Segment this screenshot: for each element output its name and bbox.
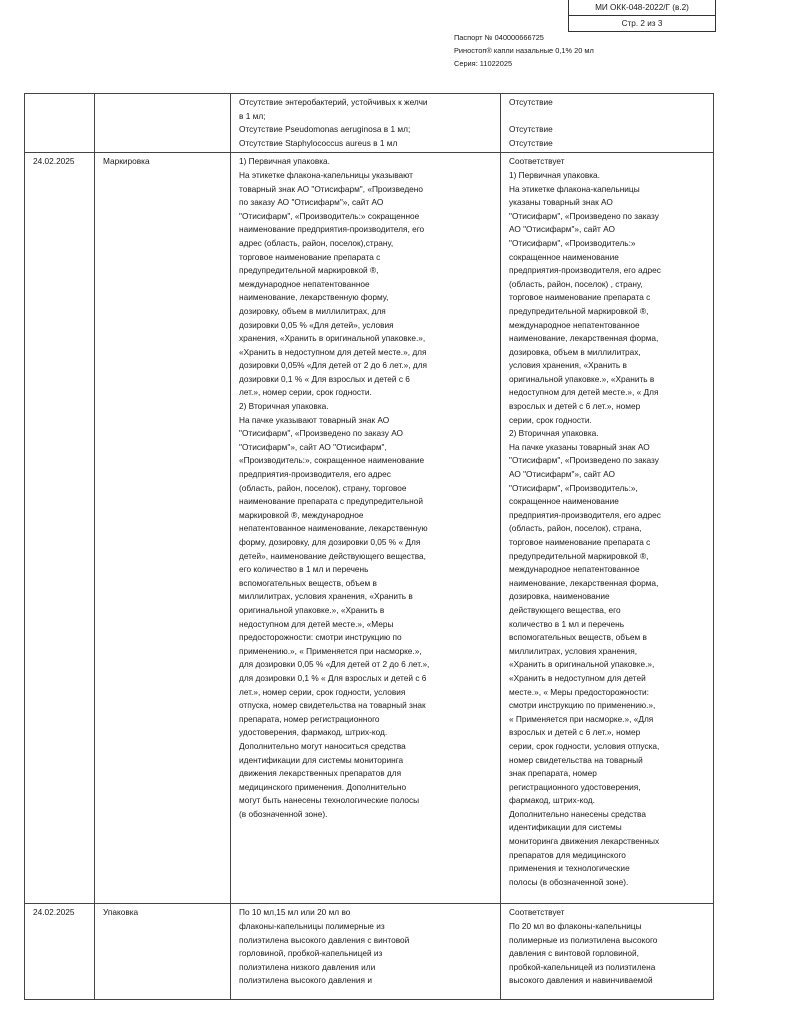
result-line: « Применяется при насморке.», «Для xyxy=(509,713,654,724)
result-line: 2) Вторичная упаковка. xyxy=(509,428,599,439)
result-line: действующего вещества, его xyxy=(509,604,621,615)
result-line xyxy=(509,110,708,124)
result-line: недоступном для детей месте.», « Для xyxy=(509,387,659,398)
requirement-line: оригинальной упаковке.», «Хранить в xyxy=(239,604,385,615)
result-line: смотри инструкцию по применению.», xyxy=(509,700,656,711)
requirement-line: предосторожности: смотри инструкцию по xyxy=(239,632,402,643)
result-line: условия хранения, «Хранить в xyxy=(509,360,627,371)
result-line: высокого давления и навинчиваемой xyxy=(509,975,653,986)
result-line: торговое наименование препарата с xyxy=(509,292,651,303)
requirement-line: 1) Первичная упаковка. xyxy=(239,156,330,167)
result-line: миллилитрах, условия хранения, xyxy=(509,645,638,656)
result-line: «Хранить в недоступном для детей xyxy=(509,672,646,683)
requirement-line: По 10 мл,15 мл или 20 мл во xyxy=(239,907,351,918)
requirement-line: "Отисифарм"», сайт АО "Отисифарм", xyxy=(239,441,387,452)
date-cell xyxy=(25,94,95,153)
result-line: предупредительной маркировкой ®, xyxy=(509,550,649,561)
requirement-line: медицинского применения. Дополнительно xyxy=(239,781,407,792)
requirement-line: Отсутствие энтеробактерий, устойчивых к желчи xyxy=(239,97,428,107)
requirement-line: вспомогательных веществ, объем в xyxy=(239,577,377,588)
result-line: давления с винтовой горловиной, xyxy=(509,948,639,959)
date-cell: 24.02.2025 xyxy=(25,153,95,904)
result-line: (область, район, поселок), страна, xyxy=(509,523,642,534)
requirement-line: дозировки 0,1 % « Для взрослых и детей с 6 xyxy=(239,373,410,384)
result-line: регистрационного удостоверения, xyxy=(509,781,641,792)
document-code: МИ ОКК-048-2022/Г (в.2) xyxy=(568,0,716,16)
result-line: номер свидетельства на товарный xyxy=(509,754,643,765)
result-line: По 20 мл во флаконы-капельницы xyxy=(509,920,642,931)
result-cell xyxy=(501,153,714,904)
result-line: наименование, лекарственная форма, xyxy=(509,577,659,588)
result-line: дозировка, объем в миллилитрах, xyxy=(509,346,641,357)
requirement-line: детей», наименование действующего вещества, xyxy=(239,550,426,561)
result-line: АО "Отисифарм"», сайт АО xyxy=(509,224,615,235)
requirement-line: для дозировки 0,1 % « Для взрослых и детей с 6 xyxy=(239,672,427,683)
result-line: взрослых и детей с 6 лет.», номер xyxy=(509,401,641,412)
table-row xyxy=(25,94,714,153)
requirement-line: горловиной, пробкой-капельницей из xyxy=(239,948,383,959)
requirement-line: торговое наименование препарата с xyxy=(239,251,381,262)
result-line: вспомогательных веществ, объем в xyxy=(509,632,647,643)
requirement-line: На этикетке флакона-капельницы указывают xyxy=(239,169,413,180)
requirement-line: Дополнительно могут наноситься средства xyxy=(239,740,406,751)
requirement-line: наименование препарата с предупредительной xyxy=(239,496,423,507)
requirement-line: "Отисифарм", «Производитель:» сокращенное xyxy=(239,210,420,221)
requirement-line: маркировкой ®, международное xyxy=(239,509,364,520)
result-line: серии, срок годности. xyxy=(509,414,592,425)
requirement-line: дозировки 0,05% «Для детей от 2 до 6 лет.», для xyxy=(239,360,428,371)
result-line: наименование, лекарственная форма, xyxy=(509,333,659,344)
result-line: Отсутствие xyxy=(509,97,553,107)
requirement-line: "Отисифарм", «Произведено по заказу АО xyxy=(239,428,404,439)
requirement-line: лет.», номер серии, срок годности. xyxy=(239,387,372,398)
result-cell xyxy=(501,94,714,153)
requirement-line: движения лекарственных препаратов для xyxy=(239,768,402,779)
requirement-line: лет.», номер серии, срок годности, условия xyxy=(239,686,406,697)
result-line: Соответствует xyxy=(509,156,565,167)
requirement-line: «Хранить в недоступном для детей месте.», для xyxy=(239,346,427,357)
result-cell xyxy=(501,904,714,1000)
requirement-line: предупредительной маркировкой ®, xyxy=(239,265,379,276)
result-line: На пачке указаны товарный знак АО xyxy=(509,441,650,452)
parameter-cell xyxy=(95,94,231,153)
result-line: На этикетке флакона-капельницы xyxy=(509,183,640,194)
result-line: предприятия-производителя, его адрес xyxy=(509,509,661,520)
series-number: Серия: 11022025 xyxy=(454,59,513,68)
requirement-line: адрес (область, район, поселок),страну, xyxy=(239,237,394,248)
result-line: серии, срок годности, условия отпуска, xyxy=(509,740,660,751)
result-line: 1) Первичная упаковка. xyxy=(509,169,600,180)
requirement-line: для дозировки 0,05 % «Для детей от 2 до 6 лет.», xyxy=(239,659,430,670)
result-line: АО "Отисифарм"», сайт АО xyxy=(509,469,615,480)
result-line: Дополнительно нанесены средства xyxy=(509,808,646,819)
result-line: Отсутствие xyxy=(509,124,553,135)
result-line: международное непатентованное xyxy=(509,564,640,575)
requirement-cell xyxy=(231,904,501,1000)
requirement-line: недоступном для детей месте.», «Меры xyxy=(239,618,394,629)
requirement-line: непатентованное наименование, лекарственную xyxy=(239,523,428,534)
result-line: Соответствует xyxy=(509,907,565,918)
requirement-line: международное непатентованное xyxy=(239,278,370,289)
page-number: Стр. 2 из 3 xyxy=(568,15,716,32)
result-line: знак препарата, номер xyxy=(509,768,597,779)
requirement-line: На пачке указывают товарный знак АО xyxy=(239,414,390,425)
result-line: сокращенное наименование xyxy=(509,251,619,262)
result-line: фармакод, штрих-код. xyxy=(509,795,595,806)
table-row xyxy=(25,153,714,904)
result-line: полимерные из полиэтилена высокого xyxy=(509,934,658,945)
requirement-line: миллилитрах, условия хранения, «Хранить в xyxy=(239,591,413,602)
requirement-line: идентификации для системы мониторинга xyxy=(239,754,404,765)
result-line: количество в 1 мл и перечень xyxy=(509,618,625,629)
requirement-line: наименование предприятия-производителя, его xyxy=(239,224,425,235)
result-line: дозировка, наименование xyxy=(509,591,610,602)
result-line: предупредительной маркировкой ®, xyxy=(509,305,649,316)
requirement-line: 2) Вторичная упаковка. xyxy=(239,401,329,412)
requirement-line: (в обозначенной зоне). xyxy=(239,808,328,819)
result-line: взрослых и детей с 6 лет.», номер xyxy=(509,727,641,738)
result-line: (область, район, поселок) , страну, xyxy=(509,278,643,289)
result-line: применения и технологические xyxy=(509,863,630,874)
requirement-line: в 1 мл; xyxy=(239,110,266,121)
product-name: Риностоп® капли назальные 0,1% 20 мл xyxy=(454,46,594,55)
requirement-line: полиэтилена высокого давления с винтовой xyxy=(239,934,410,945)
result-line: международное непатентованное xyxy=(509,319,640,330)
requirement-line: полиэтилена низкого давления или xyxy=(239,961,376,972)
result-line: "Отисифарм", «Производитель:» xyxy=(509,237,636,248)
result-line: препаратов для медицинского xyxy=(509,849,626,860)
parameter-cell: Маркировка xyxy=(95,153,231,904)
requirement-cell xyxy=(231,94,501,153)
result-line: предприятия-производителя, его адрес xyxy=(509,265,661,276)
result-line: полосы (в обозначенной зоне). xyxy=(509,876,629,887)
requirement-line: полиэтилена высокого давления и xyxy=(239,975,372,986)
requirement-line: «Производитель:», сокращенное наименование xyxy=(239,455,425,466)
result-line: месте.», « Меры предосторожности: xyxy=(509,686,649,697)
result-line: оригинальной упаковке.», «Хранить в xyxy=(509,373,655,384)
requirement-line: флаконы-капельницы полимерные из xyxy=(239,920,385,931)
parameter-cell: Упаковка xyxy=(95,904,231,1000)
requirement-line: удостоверения, фармакод, штрих-код. xyxy=(239,727,388,738)
requirement-line: могут быть нанесены технологические полосы xyxy=(239,795,420,806)
table-row xyxy=(25,904,714,1000)
passport-number: Паспорт № 040000666725 xyxy=(454,33,544,42)
requirement-line: дозировки 0,05 % «Для детей», условия xyxy=(239,319,394,330)
requirement-line: его количество в 1 мл и перечень xyxy=(239,564,369,575)
results-table xyxy=(24,93,714,1000)
requirement-line: товарный знак АО "Отисифарм", «Произведено xyxy=(239,183,423,194)
requirement-line: форму, дозировку, для дозировки 0,05 % « Для xyxy=(239,537,421,547)
result-line: «Хранить в оригинальной упаковке.», xyxy=(509,659,655,670)
date-cell: 24.02.2025 xyxy=(25,904,95,1000)
requirement-line: предприятия-производителя, его адрес xyxy=(239,469,391,480)
result-line: торговое наименование препарата с xyxy=(509,537,651,547)
result-line: идентификации для системы xyxy=(509,822,622,833)
result-line: "Отисифарм", «Производитель:», xyxy=(509,482,638,493)
requirement-line: по заказу АО "Отисифарм"», сайт АО xyxy=(239,197,384,208)
requirement-line: дозировку, объем в миллилитрах, для xyxy=(239,305,386,316)
requirement-line: препарата, номер регистрационного xyxy=(239,713,380,724)
requirement-line: наименование, лекарственную форму, xyxy=(239,292,389,303)
requirement-line: применению.», « Применяется при насморке.», xyxy=(239,645,422,656)
result-line: Отсутствие xyxy=(509,137,553,148)
result-line: сокращенное наименование xyxy=(509,496,619,507)
result-line: "Отисифарм", «Произведено по заказу xyxy=(509,455,659,466)
requirement-line: (область, район, поселок), страну, торговое xyxy=(239,482,407,493)
result-line: указаны товарный знак АО xyxy=(509,197,613,208)
requirement-line: Отсутствие Staphylococcus aureus в 1 мл xyxy=(239,137,398,148)
requirement-line: Отсутствие Pseudomonas aeruginosa в 1 мл; xyxy=(239,124,411,135)
requirement-line: отпуска, номер свидетельства на товарный знак xyxy=(239,700,426,711)
result-line: пробкой-капельницей из полиэтилена xyxy=(509,961,656,972)
result-line: мониторинга движения лекарственных xyxy=(509,836,660,847)
result-line: "Отисифарм", «Произведено по заказу xyxy=(509,210,659,221)
requirement-line: хранения, «Хранить в оригинальной упаковке.», xyxy=(239,333,426,344)
requirement-cell xyxy=(231,153,501,904)
